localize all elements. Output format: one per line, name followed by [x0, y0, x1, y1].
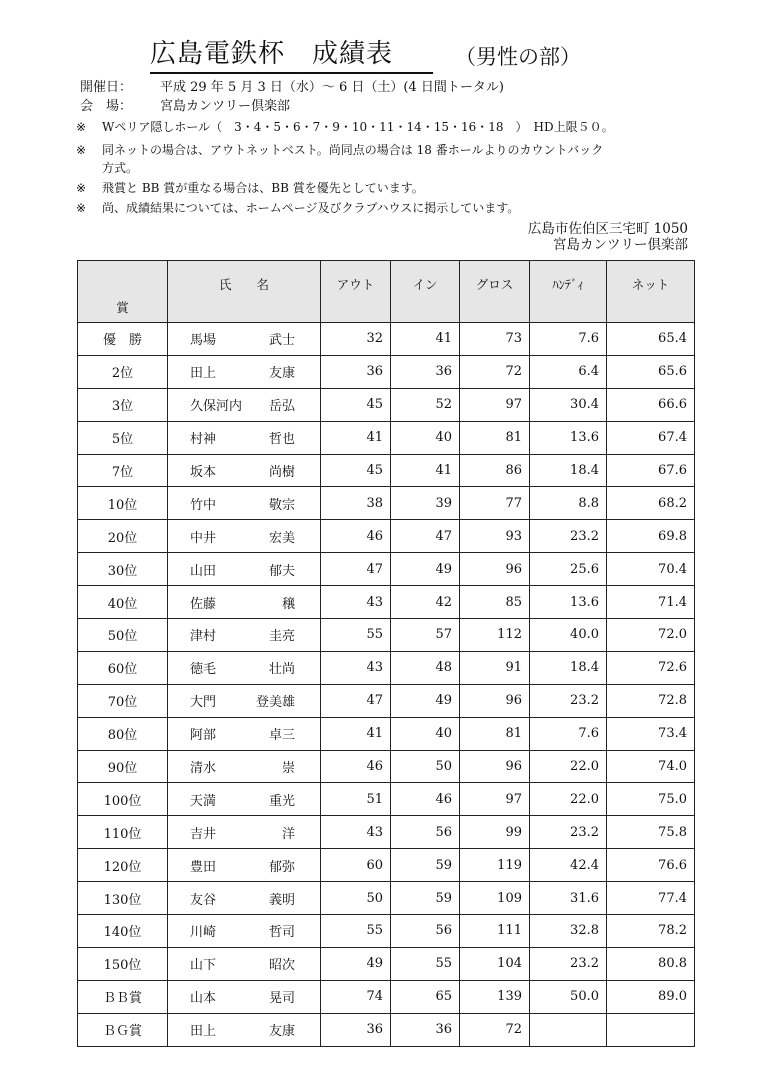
gross-score: 81 — [460, 421, 530, 454]
surname: 久保河内 — [190, 399, 243, 415]
handicap: 7.6 — [530, 323, 607, 356]
given-name: 尚樹 — [268, 465, 295, 480]
name-cell — [168, 947, 321, 980]
prize-cell: 50位 — [78, 619, 168, 652]
out-score: 38 — [321, 487, 391, 520]
out-score: 50 — [321, 882, 391, 915]
net-score: 71.4 — [607, 586, 695, 619]
table-row — [78, 980, 695, 1013]
table-row — [78, 421, 695, 454]
info-venue — [80, 97, 290, 117]
net-score: 74.0 — [607, 750, 695, 783]
net-score: 70.4 — [607, 553, 695, 586]
header-gross: グロス — [460, 261, 530, 323]
handicap: 23.2 — [530, 947, 607, 980]
in-score: 50 — [391, 750, 460, 783]
name-cell — [168, 849, 321, 882]
name-cell — [168, 553, 321, 586]
handicap: 23.2 — [530, 816, 607, 849]
in-score: 41 — [391, 323, 460, 356]
table-row — [78, 915, 695, 948]
surname: 津村 — [190, 629, 217, 645]
given-name: 武士 — [268, 333, 295, 349]
in-score: 48 — [391, 651, 460, 684]
net-score: 69.8 — [607, 520, 695, 553]
gross-score: 96 — [460, 553, 530, 586]
header-out: アウト — [321, 261, 391, 323]
surname: 清水 — [190, 761, 217, 777]
note-mark: ※ — [76, 120, 87, 134]
in-score: 36 — [391, 1013, 460, 1046]
header-prize: 賞 — [78, 261, 168, 323]
club-name: 宮島カンツリー倶楽部 — [553, 237, 688, 253]
out-score: 55 — [321, 915, 391, 948]
given-name: 岳弘 — [268, 399, 295, 415]
prize-cell: 140位 — [78, 915, 168, 948]
gross-score: 81 — [460, 717, 530, 750]
name-cell — [168, 651, 321, 684]
table-header-row — [78, 261, 695, 323]
name-cell — [168, 816, 321, 849]
prize-cell: ＢＢ賞 — [78, 980, 168, 1013]
out-score: 74 — [321, 980, 391, 1013]
handicap — [530, 1013, 607, 1046]
prize-cell: 110位 — [78, 816, 168, 849]
prize-cell: 30位 — [78, 553, 168, 586]
info-date-label: 開催日： — [80, 80, 133, 95]
header-handicap: ﾊﾝﾃﾞｨ — [530, 261, 607, 323]
out-score: 43 — [321, 586, 391, 619]
given-name: 友康 — [268, 1024, 295, 1040]
gross-score: 119 — [460, 849, 530, 882]
gross-score: 85 — [460, 586, 530, 619]
given-name: 穣 — [281, 596, 295, 612]
name-cell — [168, 520, 321, 553]
net-score: 77.4 — [607, 882, 695, 915]
table-body — [78, 323, 695, 1047]
name-cell — [168, 684, 321, 717]
surname: 山下 — [190, 958, 217, 974]
prize-cell: 120位 — [78, 849, 168, 882]
name-cell — [168, 454, 321, 487]
out-score: 46 — [321, 750, 391, 783]
gross-score: 96 — [460, 684, 530, 717]
handicap: 7.6 — [530, 717, 607, 750]
surname: 徳毛 — [190, 662, 217, 678]
handicap: 13.6 — [530, 586, 607, 619]
name-cell — [168, 421, 321, 454]
handicap: 25.6 — [530, 553, 607, 586]
in-score: 65 — [391, 980, 460, 1013]
header-net: ネット — [607, 261, 695, 323]
note-3 — [76, 178, 424, 198]
page-subtitle: （男性の部） — [455, 45, 581, 69]
gross-score: 111 — [460, 915, 530, 948]
table-row — [78, 684, 695, 717]
table-row — [78, 520, 695, 553]
in-score: 55 — [391, 947, 460, 980]
gross-score: 99 — [460, 816, 530, 849]
table-row — [78, 651, 695, 684]
surname: 山田 — [190, 563, 217, 579]
in-score: 56 — [391, 915, 460, 948]
net-score: 66.6 — [607, 388, 695, 421]
surname: 大門 — [190, 695, 217, 711]
page-title: 広島電鉄杯 成績表 — [150, 38, 433, 74]
net-score — [607, 1013, 695, 1046]
out-score: 41 — [321, 421, 391, 454]
given-name: 登美雄 — [255, 695, 295, 711]
table-row — [78, 619, 695, 652]
surname: 田上 — [190, 1024, 217, 1040]
note-4 — [76, 198, 519, 218]
out-score: 45 — [321, 454, 391, 487]
net-score: 73.4 — [607, 717, 695, 750]
out-score: 36 — [321, 1013, 391, 1046]
name-cell — [168, 783, 321, 816]
surname: 中井 — [190, 530, 217, 546]
note-text: 飛賞と BB 賞が重なる場合は、BB 賞を優先としています。 — [102, 181, 424, 195]
note-2 — [76, 140, 603, 160]
surname: 村神 — [190, 432, 217, 448]
net-score: 76.6 — [607, 849, 695, 882]
info-venue-label: 会 場： — [80, 99, 133, 114]
prize-cell: 40位 — [78, 586, 168, 619]
info-date-value: 平成 29 年 5 月 3 日（水）～ 6 日（土）(4 日間トータル) — [160, 80, 504, 95]
handicap: 23.2 — [530, 684, 607, 717]
prize-cell: 130位 — [78, 882, 168, 915]
given-name: 宏美 — [268, 530, 295, 546]
net-score: 75.8 — [607, 816, 695, 849]
header-name: 氏 名 — [168, 261, 321, 323]
prize-cell: 80位 — [78, 717, 168, 750]
surname: 川崎 — [190, 925, 217, 941]
out-score: 55 — [321, 619, 391, 652]
net-score: 72.8 — [607, 684, 695, 717]
table-row — [78, 947, 695, 980]
given-name: 友康 — [268, 366, 295, 382]
given-name: 晃司 — [268, 991, 295, 1007]
name-cell — [168, 882, 321, 915]
name-cell — [168, 388, 321, 421]
given-name: 敬宗 — [268, 497, 295, 513]
given-name: 哲司 — [268, 925, 295, 941]
out-score: 47 — [321, 684, 391, 717]
info-venue-value: 宮島カンツリー倶楽部 — [160, 99, 291, 114]
gross-score: 97 — [460, 388, 530, 421]
out-score: 41 — [321, 717, 391, 750]
note-1 — [76, 117, 614, 137]
table-row — [78, 388, 695, 421]
table-row — [78, 882, 695, 915]
name-cell — [168, 355, 321, 388]
prize-cell: 2位 — [78, 355, 168, 388]
out-score: 36 — [321, 355, 391, 388]
in-score: 40 — [391, 717, 460, 750]
in-score: 36 — [391, 355, 460, 388]
surname: 阿部 — [190, 728, 217, 744]
given-name: 郁弥 — [268, 859, 295, 875]
in-score: 39 — [391, 487, 460, 520]
note-text: 尚、成績結果については、ホームページ及びクラブハウスに掲示しています。 — [102, 201, 520, 215]
out-score: 49 — [321, 947, 391, 980]
out-score: 32 — [321, 323, 391, 356]
handicap: 50.0 — [530, 980, 607, 1013]
surname: 坂本 — [190, 465, 217, 480]
net-score: 65.6 — [607, 355, 695, 388]
name-cell — [168, 586, 321, 619]
note-mark: ※ — [76, 181, 87, 195]
prize-cell: 3位 — [78, 388, 168, 421]
in-score: 42 — [391, 586, 460, 619]
surname: 豊田 — [190, 859, 217, 875]
table-row — [78, 454, 695, 487]
gross-score: 86 — [460, 454, 530, 487]
net-score: 68.2 — [607, 487, 695, 520]
out-score: 51 — [321, 783, 391, 816]
prize-cell: 優 勝 — [78, 323, 168, 356]
table-row — [78, 816, 695, 849]
out-score: 47 — [321, 553, 391, 586]
table-row — [78, 586, 695, 619]
net-score: 78.2 — [607, 915, 695, 948]
name-cell — [168, 750, 321, 783]
table-row — [78, 750, 695, 783]
surname: 佐藤 — [190, 596, 217, 612]
prize-cell: 10位 — [78, 487, 168, 520]
net-score: 89.0 — [607, 980, 695, 1013]
in-score: 59 — [391, 849, 460, 882]
handicap: 18.4 — [530, 651, 607, 684]
note-text: Wペリア隠しホール（ 3・4・5・6・7・9・10・11・14・15・16・18 ） HD上限５０。 — [102, 120, 614, 134]
in-score: 52 — [391, 388, 460, 421]
in-score: 57 — [391, 619, 460, 652]
handicap: 31.6 — [530, 882, 607, 915]
gross-score: 139 — [460, 980, 530, 1013]
in-score: 59 — [391, 882, 460, 915]
handicap: 40.0 — [530, 619, 607, 652]
in-score: 46 — [391, 783, 460, 816]
table-row — [78, 323, 695, 356]
in-score: 56 — [391, 816, 460, 849]
table-row — [78, 487, 695, 520]
handicap: 8.8 — [530, 487, 607, 520]
prize-cell: 90位 — [78, 750, 168, 783]
gross-score: 91 — [460, 651, 530, 684]
net-score: 80.8 — [607, 947, 695, 980]
out-score: 43 — [321, 816, 391, 849]
title-row — [150, 38, 670, 74]
gross-score: 112 — [460, 619, 530, 652]
name-cell — [168, 915, 321, 948]
prize-cell: 70位 — [78, 684, 168, 717]
handicap: 42.4 — [530, 849, 607, 882]
gross-score: 73 — [460, 323, 530, 356]
handicap: 6.4 — [530, 355, 607, 388]
given-name: 重光 — [268, 793, 295, 809]
net-score: 72.6 — [607, 651, 695, 684]
net-score: 67.6 — [607, 454, 695, 487]
given-name: 洋 — [281, 826, 295, 842]
net-score: 65.4 — [607, 323, 695, 356]
in-score: 49 — [391, 553, 460, 586]
given-name: 壮尚 — [268, 662, 295, 678]
note-mark: ※ — [76, 143, 87, 157]
net-score: 67.4 — [607, 421, 695, 454]
gross-score: 72 — [460, 355, 530, 388]
net-score: 75.0 — [607, 783, 695, 816]
prize-cell: 100位 — [78, 783, 168, 816]
in-score: 47 — [391, 520, 460, 553]
gross-score: 97 — [460, 783, 530, 816]
given-name: 義明 — [268, 892, 295, 908]
out-score: 45 — [321, 388, 391, 421]
note-2-continuation: 方式。 — [102, 161, 139, 175]
given-name: 哲也 — [268, 432, 295, 448]
handicap: 13.6 — [530, 421, 607, 454]
handicap: 30.4 — [530, 388, 607, 421]
out-score: 46 — [321, 520, 391, 553]
out-score: 60 — [321, 849, 391, 882]
prize-cell: 60位 — [78, 651, 168, 684]
header-in: イン — [391, 261, 460, 323]
surname: 竹中 — [190, 497, 217, 513]
prize-cell: ＢＧ賞 — [78, 1013, 168, 1046]
prize-cell: 20位 — [78, 520, 168, 553]
in-score: 49 — [391, 684, 460, 717]
given-name: 昭次 — [268, 958, 295, 974]
surname: 馬場 — [190, 333, 217, 349]
note-mark: ※ — [76, 201, 87, 215]
prize-cell: 7位 — [78, 454, 168, 487]
gross-score: 72 — [460, 1013, 530, 1046]
given-name: 卓三 — [268, 728, 295, 744]
handicap: 22.0 — [530, 783, 607, 816]
name-cell — [168, 323, 321, 356]
given-name: 崇 — [281, 761, 295, 777]
handicap: 22.0 — [530, 750, 607, 783]
gross-score: 109 — [460, 882, 530, 915]
name-cell — [168, 717, 321, 750]
surname: 吉井 — [190, 826, 217, 842]
prize-cell: 150位 — [78, 947, 168, 980]
handicap: 32.8 — [530, 915, 607, 948]
results-table — [77, 260, 695, 1047]
table-row — [78, 717, 695, 750]
gross-score: 104 — [460, 947, 530, 980]
prize-cell: 5位 — [78, 421, 168, 454]
surname: 天満 — [190, 793, 217, 809]
info-date — [80, 78, 504, 98]
in-score: 41 — [391, 454, 460, 487]
table-row — [78, 849, 695, 882]
gross-score: 77 — [460, 487, 530, 520]
name-cell — [168, 487, 321, 520]
given-name: 圭亮 — [268, 629, 295, 645]
note-text: 同ネットの場合は、アウトネットベスト。尚同点の場合は 18 番ホールよりのカウントバック — [102, 143, 604, 157]
gross-score: 96 — [460, 750, 530, 783]
name-cell — [168, 1013, 321, 1046]
out-score: 43 — [321, 651, 391, 684]
surname: 山本 — [190, 991, 217, 1007]
table-row — [78, 355, 695, 388]
name-cell — [168, 619, 321, 652]
gross-score: 93 — [460, 520, 530, 553]
given-name: 郁夫 — [268, 563, 295, 579]
net-score: 72.0 — [607, 619, 695, 652]
address-block — [528, 221, 688, 253]
surname: 友谷 — [190, 892, 217, 908]
address-line: 広島市佐伯区三宅町 1050 — [527, 221, 688, 237]
name-cell — [168, 980, 321, 1013]
handicap: 23.2 — [530, 520, 607, 553]
handicap: 18.4 — [530, 454, 607, 487]
table-row — [78, 1013, 695, 1046]
in-score: 40 — [391, 421, 460, 454]
table-row — [78, 553, 695, 586]
surname: 田上 — [190, 366, 217, 382]
table-row — [78, 783, 695, 816]
